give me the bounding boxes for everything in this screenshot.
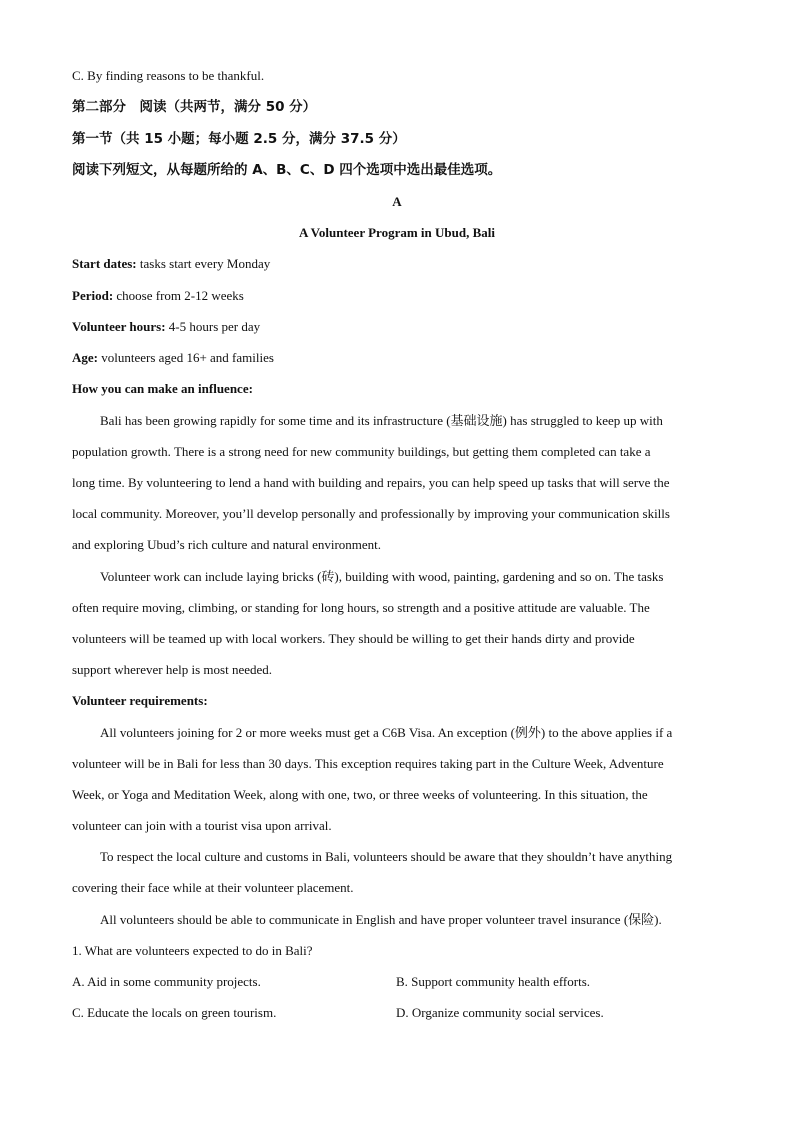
paragraph-3-line: All volunteers joining for 2 or more weeks must get a C6B Visa. An exception (例外) to the above applies if a bbox=[100, 725, 673, 740]
info-value: volunteers aged 16+ and families bbox=[98, 350, 274, 365]
option-a: A. Aid in some community projects. bbox=[72, 974, 261, 989]
option-c: C. Educate the locals on green tourism. bbox=[72, 1005, 277, 1020]
paragraph-3-line: Week, or Yoga and Meditation Week, along with one, two, or three weeks of volunteering. In this situation, the bbox=[72, 787, 648, 802]
info-label: Start dates: bbox=[72, 256, 137, 271]
info-volunteer-hours bbox=[72, 318, 722, 336]
section-header: 第二部分 阅读（共两节，满分 50 分） bbox=[72, 99, 317, 115]
info-value: 4-5 hours per day bbox=[165, 319, 261, 334]
paragraph-1-line: Bali has been growing rapidly for some time and its infrastructure (基础设施) has struggled to keep up with bbox=[100, 413, 663, 428]
info-value: choose from 2-12 weeks bbox=[113, 288, 244, 303]
info-label: Period: bbox=[72, 288, 114, 303]
paragraph-3-line: volunteer can join with a tourist visa upon arrival. bbox=[72, 818, 332, 833]
info-label: Age: bbox=[72, 350, 98, 365]
question-1-stem: 1. What are volunteers expected to do in Bali? bbox=[72, 943, 313, 958]
paragraph-4-line: covering their face while at their volunteer placement. bbox=[72, 880, 354, 895]
paragraph-5-line: All volunteers should be able to communicate in English and have proper volunteer travel insurance (保险). bbox=[100, 912, 662, 927]
paragraph-1-line: and exploring Ubud’s rich culture and natural environment. bbox=[72, 537, 382, 552]
paragraph-2-line: Volunteer work can include laying bricks (砖), building with wood, painting, gardening and so on. The tasks bbox=[100, 569, 664, 584]
paragraph-1-line: local community. Moreover, you’ll develop personally and professionally by improving your communication skills bbox=[72, 506, 670, 521]
info-period bbox=[72, 287, 722, 305]
passage-letter: A bbox=[392, 194, 402, 209]
paragraph-2-line: volunteers will be teamed up with local workers. They should be willing to get their hands dirty and provide bbox=[72, 631, 635, 646]
subsection-header: 第一节（共 15 小题；每小题 2.5 分，满分 37.5 分） bbox=[72, 131, 406, 147]
info-label: Volunteer hours: bbox=[72, 319, 166, 334]
reading-instruction: 阅读下列短文，从每题所给的 A、B、C、D 四个选项中选出最佳选项。 bbox=[72, 162, 502, 178]
info-value: tasks start every Monday bbox=[136, 256, 271, 271]
paragraph-1-line: population growth. There is a strong need for new community buildings, but getting them completed can take a bbox=[72, 444, 651, 459]
paragraph-2-line: support wherever help is most needed. bbox=[72, 662, 273, 677]
heading-requirements: Volunteer requirements: bbox=[72, 693, 208, 708]
info-start-dates bbox=[72, 255, 722, 273]
paragraph-4-line: To respect the local culture and customs in Bali, volunteers should be aware that they shouldn’t have anything bbox=[100, 849, 673, 864]
paragraph-3-line: volunteer will be in Bali for less than 30 days. This exception requires taking part in the Culture Week, Adventure bbox=[72, 756, 664, 771]
option-d: D. Organize community social services. bbox=[396, 1005, 604, 1020]
previous-question-option-c: C. By finding reasons to be thankful. bbox=[72, 68, 265, 83]
paragraph-1-line: long time. By volunteering to lend a hand with building and repairs, you can help speed up tasks that will serve the bbox=[72, 475, 670, 490]
passage-title: A Volunteer Program in Ubud, Bali bbox=[299, 225, 495, 240]
option-b: B. Support community health efforts. bbox=[396, 974, 591, 989]
paragraph-2-line: often require moving, climbing, or standing for long hours, so strength and a positive attitude are valuable. The bbox=[72, 600, 650, 615]
heading-influence: How you can make an influence: bbox=[72, 381, 253, 396]
info-age bbox=[72, 349, 722, 367]
